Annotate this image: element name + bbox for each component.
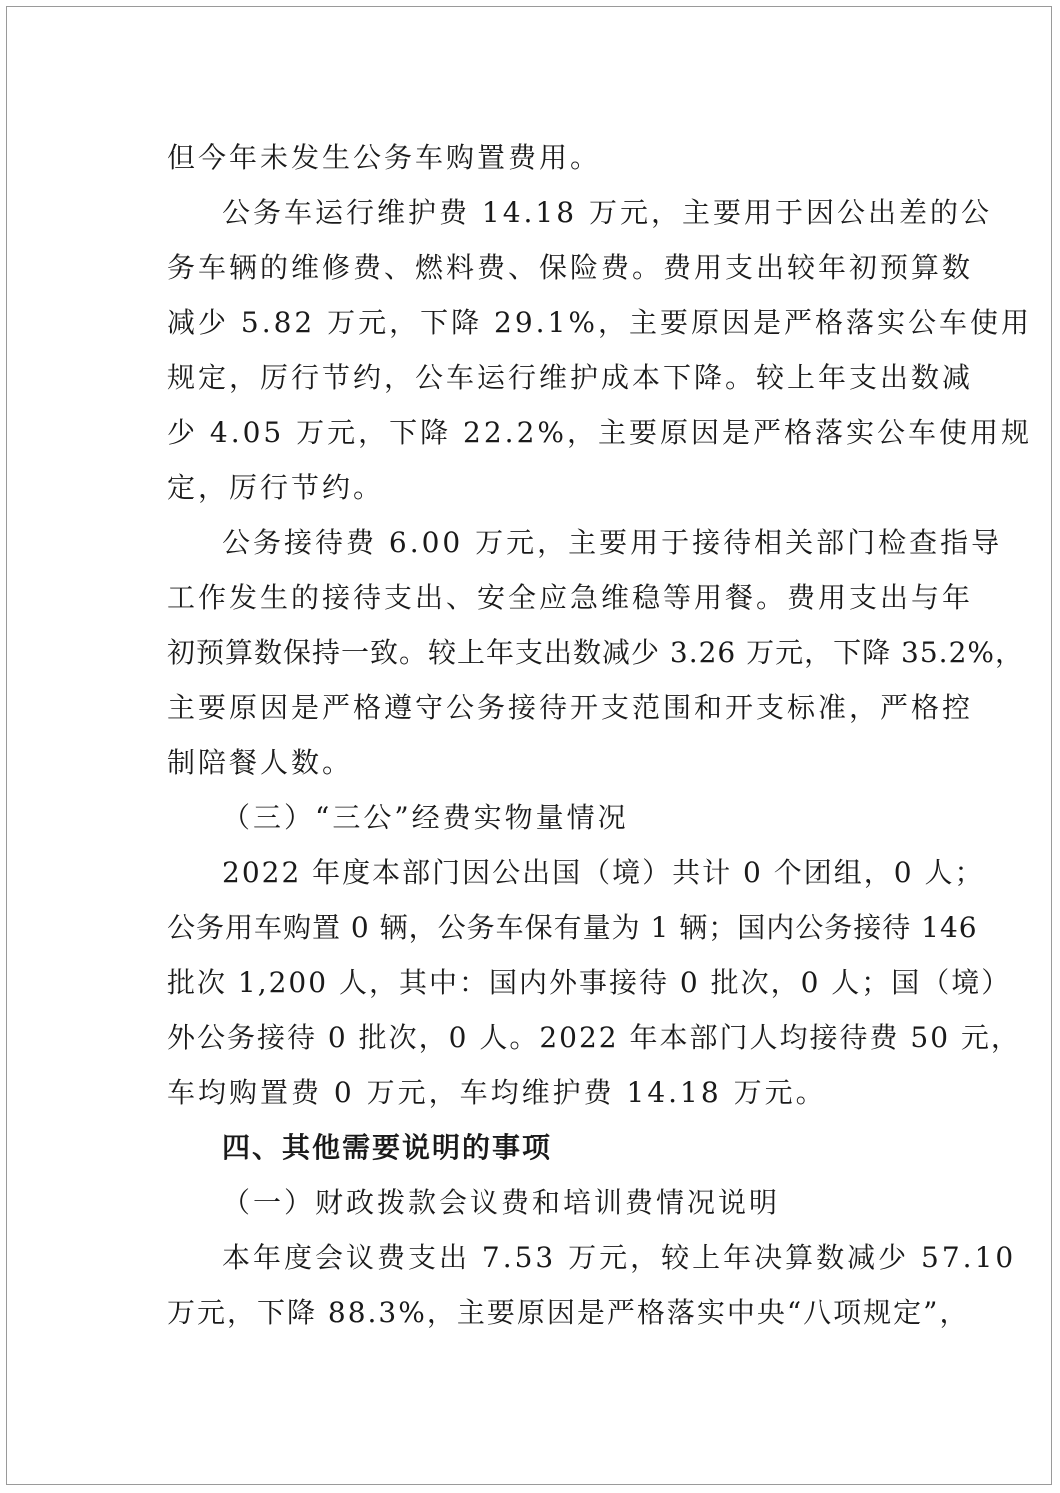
paragraph-line: 公务接待费 6.00 万元，主要用于接待相关部门检查指导: [222, 526, 1003, 559]
paragraph-line: 本年度会议费支出 7.53 万元，较上年决算数减少 57.10: [222, 1241, 1017, 1274]
text-line: 初预算数保持一致。较上年支出数减少 3.26 万元，下降 35.2%，: [167, 636, 1024, 669]
text-line: 规定，厉行节约，公车运行维护成本下降。较上年支出数减: [167, 361, 974, 394]
text-line: 公务用车购置 0 辆，公务车保有量为 1 辆；国内公务接待 146: [167, 911, 978, 944]
section-heading: （一）财政拨款会议费和培训费情况说明: [222, 1186, 781, 1219]
text-line: 外公务接待 0 批次，0 人。2022 年本部门人均接待费 50 元，: [167, 1021, 1021, 1054]
text-line: 主要原因是严格遵守公务接待开支范围和开支标准，严格控: [167, 691, 974, 724]
text-line: 但今年未发生公务车购置费用。: [167, 141, 602, 174]
text-line: 减少 5.82 万元，下降 29.1%，主要原因是严格落实公车使用: [167, 306, 1032, 339]
text-line: 定，厉行节约。: [167, 471, 385, 504]
text-line: 批次 1,200 人，其中：国内外事接待 0 批次，0 人；国（境）: [167, 966, 1012, 999]
text-line: 务车辆的维修费、燃料费、保险费。费用支出较年初预算数: [167, 251, 974, 284]
paragraph-line: 公务车运行维护费 14.18 万元，主要用于因公出差的公: [222, 196, 992, 229]
text-line: 万元，下降 88.3%，主要原因是严格落实中央“八项规定”，: [167, 1296, 970, 1329]
text-line: 工作发生的接待支出、安全应急维稳等用餐。费用支出与年: [167, 581, 974, 614]
paragraph-line: 2022 年度本部门因公出国（境）共计 0 个团组，0 人；: [222, 856, 985, 889]
section-heading: （三）“三公”经费实物量情况: [222, 801, 629, 834]
chapter-heading: 四、其他需要说明的事项: [222, 1131, 553, 1164]
text-line: 少 4.05 万元，下降 22.2%，主要原因是严格落实公车使用规: [167, 416, 1032, 449]
text-line: 车均购置费 0 万元，车均维护费 14.18 万元。: [167, 1076, 827, 1109]
text-line: 制陪餐人数。: [167, 746, 354, 779]
